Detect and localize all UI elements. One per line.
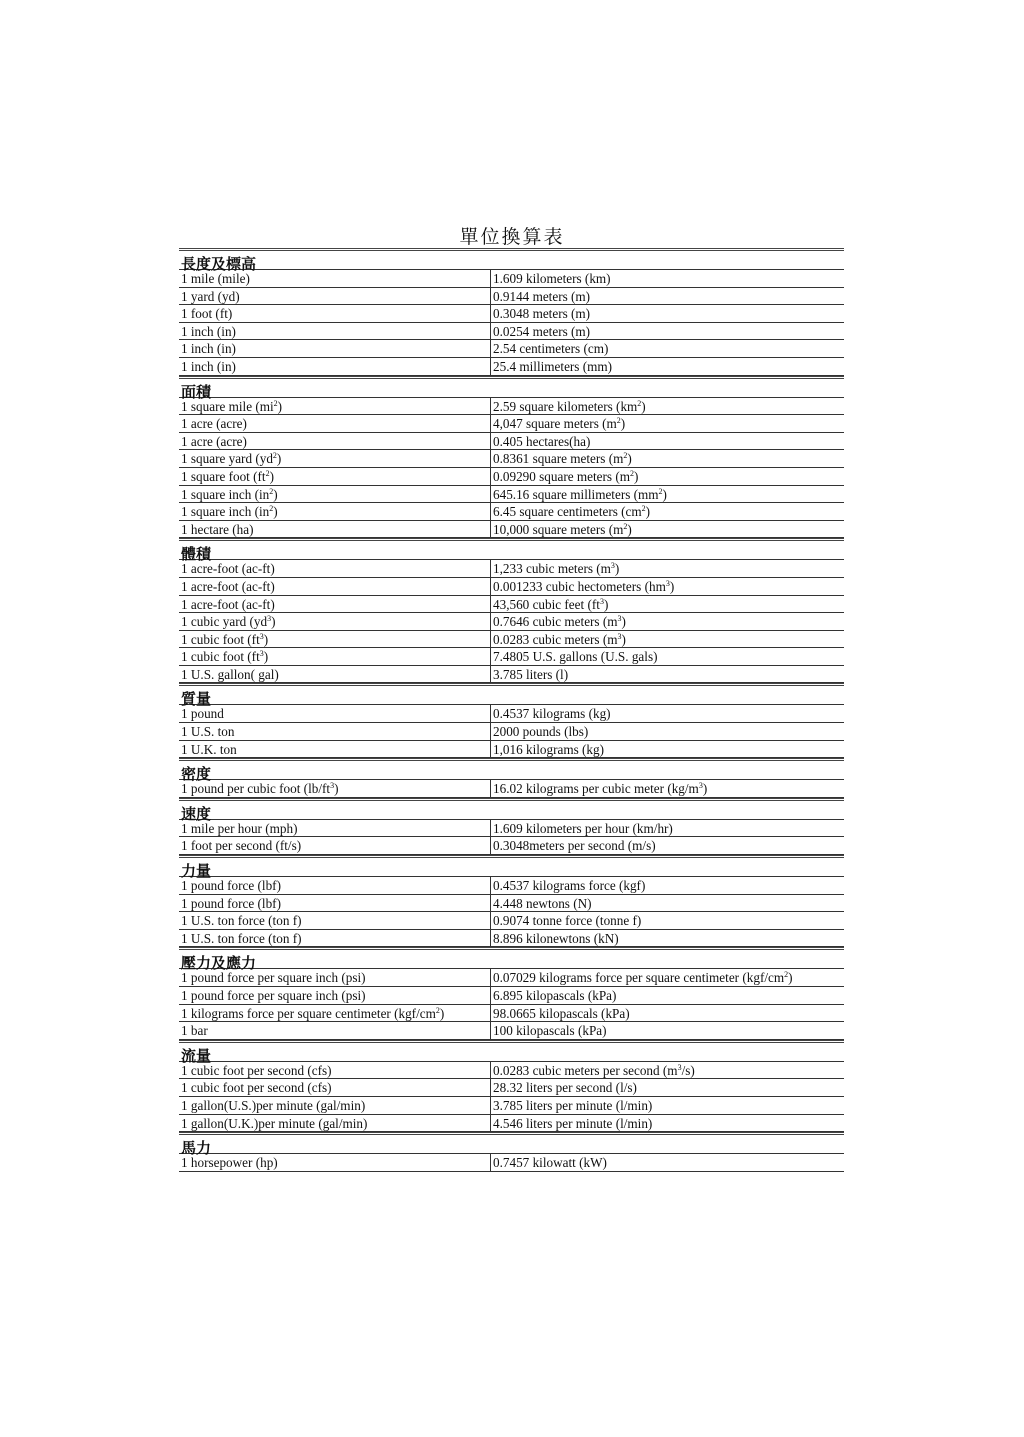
unit-from-cell: 1 square inch $(in^2)$ xyxy=(181,486,278,502)
unit-to-cell: 3.785 liters per minute (l/min) xyxy=(490,1097,844,1114)
unit-to-cell: 43,560 cubic feet $(ft^3)$ xyxy=(490,596,844,613)
unit-to-cell: 2.59 square kilometers $(km^2)$ xyxy=(490,398,844,415)
table-row xyxy=(179,895,844,913)
unit-from-cell: 1 pound per cubic foot $(lb/ft^3)$ xyxy=(181,781,339,797)
section-heading: 力量 xyxy=(179,855,844,877)
unit-to-cell: 0.09290 square meters $(m^2)$ xyxy=(490,468,844,485)
unit-from-cell: 1 acre (acre) xyxy=(181,433,247,449)
unit-from-cell: 1 cubic yard $(yd^3)$ xyxy=(181,614,276,630)
unit-to-cell: 98.0665 kilopascals (kPa) xyxy=(490,1005,844,1022)
unit-to-cell: 1,233 cubic meters $(m^3)$ xyxy=(490,560,844,577)
unit-to-cell: 2000 pounds (lbs) xyxy=(490,723,844,740)
table-row xyxy=(179,1097,844,1115)
unit-from-cell: 1 acre-foot (ac-ft) xyxy=(181,561,275,577)
unit-from-cell: 1 cubic foot $(ft^3)$ xyxy=(181,631,269,647)
table-row xyxy=(179,837,844,855)
unit-from-cell: 1 cubic foot per second (cfs) xyxy=(181,1062,332,1078)
unit-from-cell: 1 square foot $(ft^2)$ xyxy=(181,468,274,484)
unit-from-cell: 1 U.K. ton xyxy=(181,741,237,757)
unit-from-cell: 1 inch (in) xyxy=(181,341,236,357)
table-row xyxy=(179,468,844,486)
table-row xyxy=(179,486,844,504)
table-row xyxy=(179,1005,844,1023)
table-row xyxy=(179,705,844,723)
unit-from-cell: 1 gallon(U.K.)per minute (gal/min) xyxy=(181,1115,368,1131)
unit-from-cell: 1 gallon(U.S.)per minute (gal/min) xyxy=(181,1097,366,1113)
unit-to-cell: 10,000 square meters $(m^2)$ xyxy=(490,521,844,538)
unit-from-cell: 1 inch (in) xyxy=(181,358,236,374)
section-heading: 面積 xyxy=(179,376,844,398)
unit-to-cell: 0.001233 cubic hectometers $(hm^3)$ xyxy=(490,578,844,595)
section-heading: 壓力及應力 xyxy=(179,947,844,969)
table-row xyxy=(179,969,844,987)
unit-to-cell: 6.895 kilopascals (kPa) xyxy=(490,987,844,1004)
section-heading: 密度 xyxy=(179,758,844,780)
unit-to-cell: 0.0283 cubic meters per second $(m^3/s)$ xyxy=(490,1062,844,1079)
unit-to-cell: 2.54 centimeters (cm) xyxy=(490,340,844,357)
table-row xyxy=(179,560,844,578)
table-row xyxy=(179,613,844,631)
table-row xyxy=(179,1022,844,1040)
table-row xyxy=(179,450,844,468)
unit-from-cell: 1 bar xyxy=(181,1023,208,1039)
unit-to-cell: 0.07029 kilograms force per square centimeter $(kgf/cm^2)$ xyxy=(490,969,844,986)
table-row xyxy=(179,340,844,358)
table-row xyxy=(179,578,844,596)
unit-from-cell: 1 pound force (lbf) xyxy=(181,878,281,894)
unit-to-cell: 0.4537 kilograms force (kgf) xyxy=(490,877,844,894)
table-row xyxy=(179,1154,844,1172)
unit-to-cell: 645.16 square millimeters $(mm^2)$ xyxy=(490,486,844,503)
unit-to-cell: 1.609 kilometers per hour (km/hr) xyxy=(490,820,844,837)
document-title: 單位換算表 xyxy=(459,226,565,248)
table-row xyxy=(179,930,844,948)
unit-from-cell: 1 pound force per square inch (psi) xyxy=(181,988,366,1003)
table-row xyxy=(179,433,844,451)
table-row xyxy=(179,305,844,323)
unit-from-cell: 1 kilograms force per square centimeter $(kgf/cm^2)$ xyxy=(181,1005,445,1021)
unit-from-cell: 1 horsepower (hp) xyxy=(181,1155,278,1171)
unit-from-cell: 1 square yard $(yd^2)$ xyxy=(181,451,282,467)
unit-to-cell: 0.8361 square meters $(m^2)$ xyxy=(490,450,844,467)
unit-from-cell: 1 acre-foot (ac-ft) xyxy=(181,596,275,612)
unit-to-cell: 0.405 hectares(ha) xyxy=(490,433,844,450)
unit-to-cell: 0.7646 cubic meters $(m^3)$ xyxy=(490,613,844,630)
section-heading: 流量 xyxy=(179,1040,844,1062)
unit-to-cell: 3.785 liters (l) xyxy=(490,666,844,683)
table-row xyxy=(179,741,844,759)
conversion-table xyxy=(179,248,844,1172)
unit-from-cell: 1 cubic foot $(ft^3)$ xyxy=(181,649,269,665)
unit-from-cell: 1 acre (acre) xyxy=(181,416,247,432)
unit-to-cell: 6.45 square centimeters $(cm^2)$ xyxy=(490,503,844,520)
unit-from-cell: 1 pound force per square inch (psi) xyxy=(181,970,366,986)
unit-from-cell: 1 foot (ft) xyxy=(181,306,233,322)
unit-to-cell: 4.546 liters per minute (l/min) xyxy=(490,1115,844,1132)
unit-to-cell: 16.02 kilograms per cubic meter $(kg/m^3)$ xyxy=(490,780,844,797)
unit-to-cell: 1.609 kilometers (km) xyxy=(490,270,844,287)
unit-from-cell: 1 pound xyxy=(181,706,224,722)
unit-from-cell: 1 U.S. ton force (ton f) xyxy=(181,930,302,946)
unit-to-cell: 0.0283 cubic meters $(m^3)$ xyxy=(490,631,844,648)
unit-to-cell: 1,016 kilograms (kg) xyxy=(490,741,844,758)
unit-to-cell: 28.32 liters per second (l/s) xyxy=(490,1079,844,1096)
unit-from-cell: 1 square inch $(in^2)$ xyxy=(181,504,278,520)
unit-from-cell: 1 acre-foot (ac-ft) xyxy=(181,578,275,594)
section-heading: 質量 xyxy=(179,683,844,705)
table-row xyxy=(179,521,844,539)
table-row xyxy=(179,288,844,306)
unit-to-cell: 100 kilopascals (kPa) xyxy=(490,1022,844,1039)
section-heading: 馬力 xyxy=(179,1132,844,1154)
table-row xyxy=(179,1115,844,1133)
unit-from-cell: 1 U.S. gallon( gal) xyxy=(181,666,279,682)
table-row xyxy=(179,820,844,838)
table-row xyxy=(179,631,844,649)
unit-to-cell: 0.9074 tonne force (tonne f) xyxy=(490,912,844,929)
unit-from-cell: 1 U.S. ton xyxy=(181,724,235,740)
unit-from-cell: 1 foot per second (ft/s) xyxy=(181,838,302,854)
unit-from-cell: 1 yard (yd) xyxy=(181,288,240,304)
unit-from-cell: 1 mile (mile) xyxy=(181,271,250,286)
unit-from-cell: 1 inch (in) xyxy=(181,323,236,339)
table-row xyxy=(179,666,844,684)
section-heading: 速度 xyxy=(179,798,844,820)
section-heading: 長度及標高 xyxy=(179,248,844,270)
unit-to-cell: 4,047 square meters $(m^2)$ xyxy=(490,415,844,432)
unit-to-cell: 7.4805 U.S. gallons (U.S. gals) xyxy=(490,648,844,665)
table-row xyxy=(179,596,844,614)
table-row xyxy=(179,398,844,416)
table-row xyxy=(179,270,844,288)
unit-from-cell: 1 mile per hour (mph) xyxy=(181,820,298,836)
table-row xyxy=(179,503,844,521)
table-row xyxy=(179,1079,844,1097)
table-row xyxy=(179,1062,844,1080)
unit-to-cell: 0.9144 meters (m) xyxy=(490,288,844,305)
unit-to-cell: 0.3048 meters (m) xyxy=(490,305,844,322)
table-row xyxy=(179,877,844,895)
unit-to-cell: 0.4537 kilograms (kg) xyxy=(490,705,844,722)
unit-from-cell: 1 hectare (ha) xyxy=(181,521,254,537)
unit-from-cell: 1 U.S. ton force (ton f) xyxy=(181,913,302,929)
table-row xyxy=(179,987,844,1005)
section-heading: 體積 xyxy=(179,538,844,560)
table-row xyxy=(179,648,844,666)
table-row xyxy=(179,323,844,341)
unit-to-cell: 8.896 kilonewtons (kN) xyxy=(490,930,844,947)
unit-to-cell: 0.3048meters per second (m/s) xyxy=(490,837,844,854)
table-row xyxy=(179,358,844,376)
table-row xyxy=(179,415,844,433)
unit-from-cell: 1 cubic foot per second (cfs) xyxy=(181,1080,332,1096)
table-row xyxy=(179,780,844,798)
unit-to-cell: 0.0254 meters (m) xyxy=(490,323,844,340)
unit-from-cell: 1 pound force (lbf) xyxy=(181,895,281,911)
table-row xyxy=(179,912,844,930)
table-row xyxy=(179,723,844,741)
unit-to-cell: 4.448 newtons (N) xyxy=(490,895,844,912)
unit-from-cell: 1 square mile $(mi^2)$ xyxy=(181,398,283,414)
unit-to-cell: 25.4 millimeters (mm) xyxy=(490,358,844,375)
unit-to-cell: 0.7457 kilowatt (kW) xyxy=(490,1154,844,1171)
